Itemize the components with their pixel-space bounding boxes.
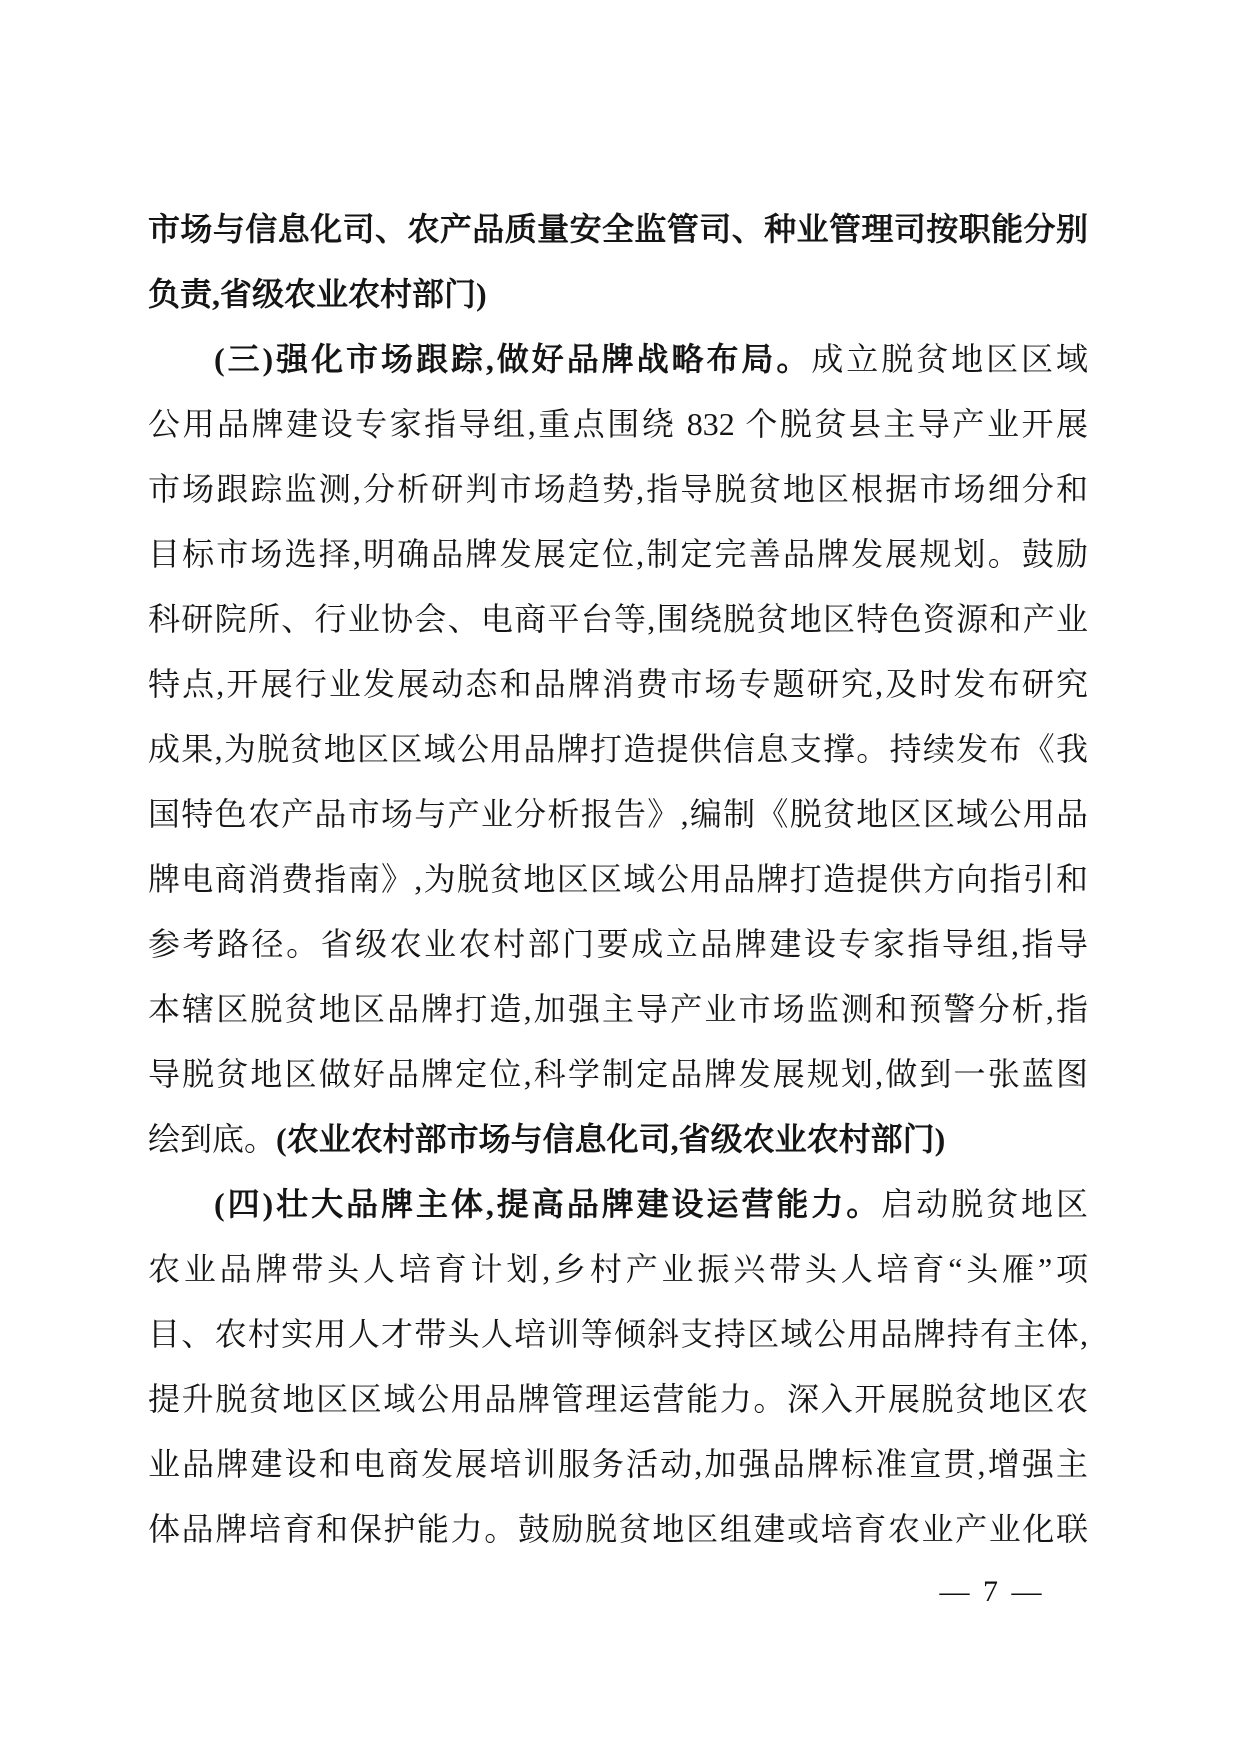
text-line: 参考路径。省级农业农村部门要成立品牌建设专家指导组,指导 xyxy=(148,926,1088,962)
responsible-units-note: (农业农村部市场与信息化司,省级农业农村部门) xyxy=(276,1121,946,1157)
text-block xyxy=(148,197,1088,1562)
page-number: — 7 — xyxy=(939,1575,1045,1608)
text-line: 目、农村实用人才带头人培训等倾斜支持区域公用品牌持有主体, xyxy=(148,1316,1088,1352)
section-heading-4: (四)壮大品牌主体,提高品牌建设运营能力。 xyxy=(214,1186,882,1222)
text-line: 体品牌培育和保护能力。鼓励脱贫地区组建或培育农业产业化联 xyxy=(148,1511,1088,1547)
text-line: 本辖区脱贫地区品牌打造,加强主导产业市场监测和预警分析,指 xyxy=(148,991,1088,1027)
text-line: 公用品牌建设专家指导组,重点围绕 832 个脱贫县主导产业开展 xyxy=(148,406,1088,442)
text-line: 牌电商消费指南》,为脱贫地区区域公用品牌打造提供方向指引和 xyxy=(148,861,1088,897)
text-line: 农业品牌带头人培育计划,乡村产业振兴带头人培育“头雁”项 xyxy=(148,1251,1088,1287)
text-line xyxy=(148,327,1088,392)
text-line: 国特色农产品市场与产业分析报告》,编制《脱贫地区区域公用品 xyxy=(148,796,1088,832)
body-text-run: 成立脱贫地区区域 xyxy=(811,341,1088,377)
text-line: 业品牌建设和电商发展培训服务活动,加强品牌标准宣贯,增强主 xyxy=(148,1446,1088,1482)
text-line: 导脱贫地区做好品牌定位,科学制定品牌发展规划,做到一张蓝图 xyxy=(148,1056,1088,1092)
section-heading-3: (三)强化市场跟踪,做好品牌战略布局。 xyxy=(214,341,812,377)
text-line: 目标市场选择,明确品牌发展定位,制定完善品牌发展规划。鼓励 xyxy=(148,536,1088,572)
body-text-run: 启动脱贫地区 xyxy=(881,1186,1088,1222)
text-line xyxy=(148,1172,1088,1237)
text-line xyxy=(148,1107,1088,1172)
text-line: 科研院所、行业协会、电商平台等,围绕脱贫地区特色资源和产业 xyxy=(148,601,1088,637)
text-line: 市场跟踪监测,分析研判市场趋势,指导脱贫地区根据市场细分和 xyxy=(148,471,1088,507)
body-text-run: 绘到底。 xyxy=(148,1121,277,1157)
text-line: 市场与信息化司、农产品质量安全监管司、种业管理司按职能分别 xyxy=(148,211,1088,247)
text-line: 提升脱贫地区区域公用品牌管理运营能力。深入开展脱贫地区农 xyxy=(148,1381,1088,1417)
text-line: 负责,省级农业农村部门) xyxy=(148,276,487,312)
text-line: 成果,为脱贫地区区域公用品牌打造提供信息支撑。持续发布《我 xyxy=(148,731,1088,767)
text-line: 特点,开展行业发展动态和品牌消费市场专题研究,及时发布研究 xyxy=(148,666,1088,702)
